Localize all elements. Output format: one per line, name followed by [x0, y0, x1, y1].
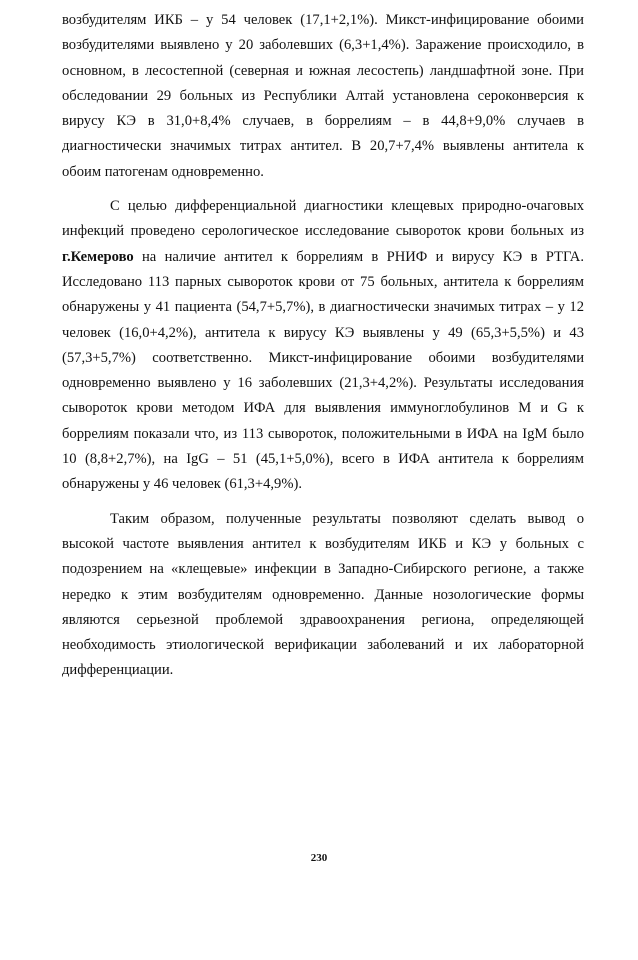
- page-number: 230: [310, 852, 328, 864]
- paragraph-conclusion: Таким образом, полученные результаты позволяют сделать вывод о высокой частоте выявления антител к возбудителям ИКБ и КЭ у больных с подозрением на «клещевые» инфекции в Западно-Сибирского регионе, а также нередко к этим возбудителям одновременно. Данные нозологические формы являются серьезной проблемой здравоохранения региона, определяющей необходимость этиологической верификации заболеваний и их лабораторной дифференциации.: [62, 510, 584, 679]
- paragraph-kemerovo-study: [62, 194, 584, 498]
- document-body: [62, 8, 584, 684]
- paragraph-kemerovo-results: на наличие антител к боррелиям в РНИФ и вирусу КЭ в РТГА. Исследовано 113 парных сывороток крови от 75 больных, антитела к боррелиям обнаружены у 41 пациента (54,7+5,7%), в диагностически значимых титрах – у 12 человек (16,0+4,2%), антитела к вирусу КЭ выявлены у 49 (65,3+5,5%) и 43 (57,3+5,7%) соответственно. Микст-инфицирование обоими возбудителями одновременно выявлено у 16 заболевших (21,3+4,2%). Результаты исследования сывороток крови методом ИФА для выявления иммуноглобулинов М и G к боррелиям показали что, из 113 сывороток, положительными в ИФА на IgM было 10 (8,8+2,7%), на IgG – 51 (45,1+5,0%), всего в ИФА антитела к боррелиям обнаружены у 46 человек (61,3+4,9%).: [62, 248, 584, 493]
- paragraph-kemerovo-intro: С целью дифференциальной диагностики клещевых природно-очаговых инфекций проведено серологическое исследование сывороток крови больных из: [62, 198, 584, 240]
- city-name: г.Кемерово: [62, 248, 134, 265]
- paragraph-incidence-results: возбудителям ИКБ – у 54 человек (17,1+2,1%). Микст-инфицирование обоими возбудителями выявлено у 20 заболевших (6,3+1,4%). Заражение происходило, в основном, в лесостепной (северная и южная лесостепь) ландшафтной зоне. При обследовании 29 больных из Республики Алтай установлена сероконверсия к вирусу КЭ в 31,0+8,4% случаев, в боррелиям – в 44,8+9,0% случаев в диагностически значимых титрах антител. В 20,7+7,4% выявлены антитела к обоим патогенам одновременно.: [62, 12, 584, 180]
